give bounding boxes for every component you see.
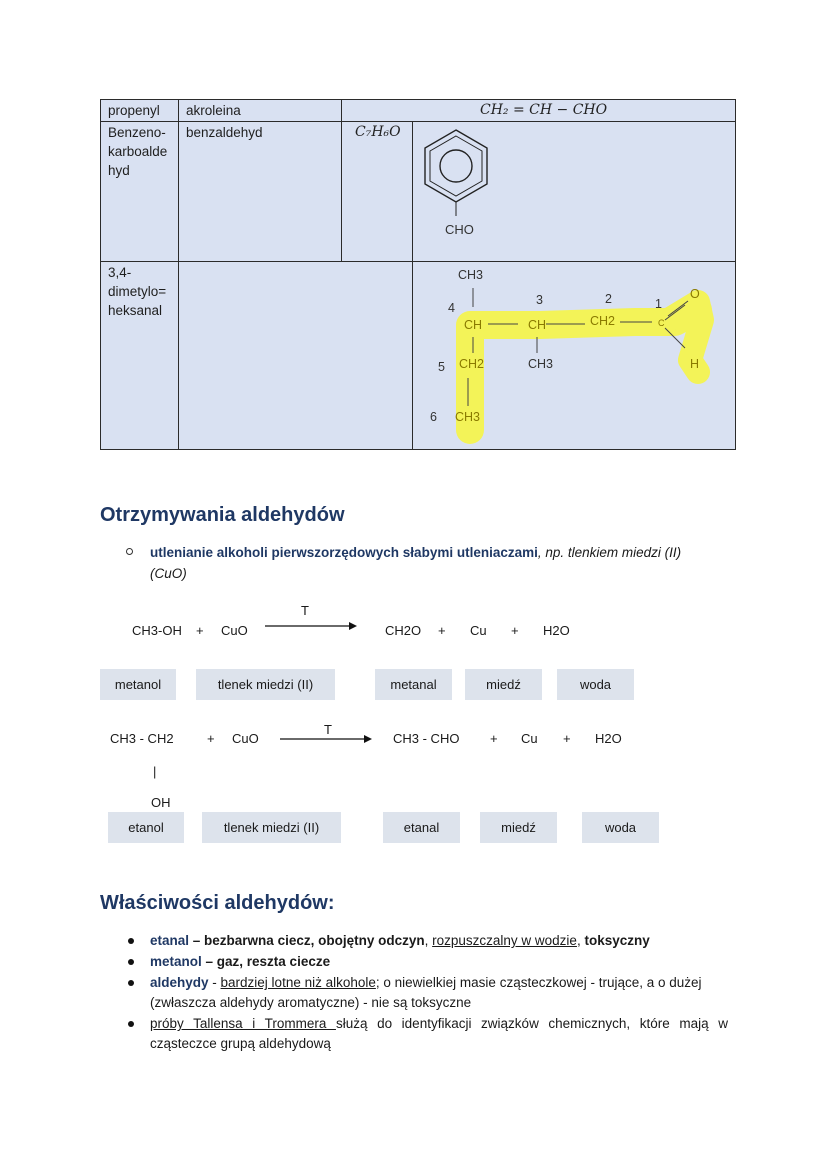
label-metanol: metanol	[100, 669, 176, 700]
label-water-2: woda	[582, 812, 659, 843]
eq2-reactant1: CH3 - CH2	[110, 731, 174, 746]
property-item	[150, 931, 650, 952]
property-bold-text: toksyczny	[584, 933, 650, 948]
property-term: etanal	[150, 933, 190, 948]
atom-hydrogen: H	[690, 357, 700, 371]
eq2-condition: T	[324, 722, 332, 737]
synthesis-description-line2: (CuO)	[150, 566, 187, 581]
atom-c1: C	[658, 318, 665, 328]
property-term: metanol	[150, 954, 202, 969]
row2-formula: C₇H₆O	[355, 124, 401, 140]
label-etanol: etanol	[108, 812, 184, 843]
methyl-top: CH3	[458, 268, 484, 282]
property-item	[150, 1014, 728, 1035]
label-metanal: metanal	[375, 669, 452, 700]
property-dash: –	[189, 933, 205, 948]
aldehyde-group: CHO	[445, 222, 474, 237]
row2-name-line2: karboalde	[108, 144, 168, 159]
eq1-plus2: +	[438, 623, 446, 638]
property-bold-text: bezbarwna ciecz, obojętny odczyn	[204, 933, 425, 948]
label-copper-2: miedź	[480, 812, 557, 843]
bullet-icon	[128, 959, 134, 965]
carbon-number-6: 6	[430, 410, 437, 424]
label-water: woda	[557, 669, 634, 700]
eq1-product3: H2O	[543, 623, 570, 638]
carbon-number-2: 2	[605, 292, 612, 306]
eq1-plus1: +	[196, 623, 204, 638]
row2-name-line1: Benzeno-	[108, 125, 166, 140]
benzene-ring-icon	[418, 126, 494, 216]
property-item	[150, 952, 330, 973]
row1-common-name: akroleina	[186, 103, 241, 118]
eq1-reactant2: CuO	[221, 623, 248, 638]
bullet-icon	[128, 980, 134, 986]
row3-name-line1: 3,4-	[108, 265, 132, 280]
eq2-product1: CH3 - CHO	[393, 731, 460, 746]
eq2-reactant2: CuO	[232, 731, 259, 746]
table-divider	[100, 121, 736, 122]
eq1-product1: CH2O	[385, 623, 422, 638]
methyl-side: CH3	[528, 357, 554, 371]
section-heading-properties: Właściwości aldehydów:	[100, 892, 335, 914]
property-item	[150, 973, 702, 994]
table-divider	[412, 121, 413, 450]
label-copper: miedź	[465, 669, 542, 700]
property-term: aldehydy	[150, 975, 209, 990]
label-copper-oxide: tlenek miedzi (II)	[196, 669, 335, 700]
property-item-line2: (zwłaszcza aldehydy aromatyczne) - nie są toksyczne	[150, 995, 472, 1010]
bullet-icon	[128, 1021, 134, 1027]
eq2-bond: |	[153, 764, 157, 779]
eq2-plus2: +	[490, 731, 498, 746]
property-text: ; o niewielkiej masie cząsteczkowej - trujące, a o dużej	[375, 975, 702, 990]
table-divider	[341, 99, 342, 261]
synthesis-description-rest: , np. tlenkiem miedzi (II)	[537, 545, 682, 560]
eq1-reactant1: CH3-OH	[132, 623, 182, 638]
row2-name-line3: hyd	[108, 163, 130, 178]
atom-ch-c4: CH	[464, 318, 483, 332]
property-item-line2: cząsteczce grupą aldehydową	[150, 1036, 331, 1051]
reaction-arrow-icon	[280, 733, 372, 745]
atom-ch2-c2: CH2	[590, 314, 616, 328]
eq2-hydroxyl: OH	[151, 795, 171, 810]
property-separator: ,	[424, 933, 433, 948]
carbon-number-5: 5	[438, 360, 445, 374]
property-underlined-text: próby Tallensa i Trommera	[150, 1016, 336, 1031]
reaction-arrow-icon	[265, 620, 357, 632]
eq1-condition: T	[301, 603, 309, 618]
section-heading-synthesis: Otrzymywania aldehydów	[100, 504, 345, 526]
table-divider	[178, 99, 179, 450]
row3-name-line3: heksanal	[108, 303, 163, 318]
property-separator: ,	[576, 933, 585, 948]
carbon-number-4: 4	[448, 301, 455, 315]
eq2-product2: Cu	[521, 731, 538, 746]
carbon-number-1: 1	[655, 297, 662, 311]
bond-lines	[440, 280, 730, 450]
row2-common-name: benzaldehyd	[186, 125, 263, 140]
bullet-icon	[128, 938, 134, 944]
property-dash: -	[208, 975, 221, 990]
atom-ch2-c5: CH2	[459, 357, 485, 371]
synthesis-description	[150, 543, 681, 564]
synthesis-description-bold: utlenianie alkoholi pierwszorzędowych słabymi utleniaczami	[150, 545, 538, 560]
property-text: służą do identyfikacji związków chemicznych, które mają w	[335, 1016, 728, 1031]
row3-name-line2: dimetylo=	[108, 284, 167, 299]
table-divider	[100, 261, 736, 262]
property-underlined-text: bardziej lotne niż alkohole	[220, 975, 376, 990]
atom-ch3-c6: CH3	[455, 410, 481, 424]
label-copper-oxide-2: tlenek miedzi (II)	[202, 812, 341, 843]
eq2-plus1: +	[207, 731, 215, 746]
atom-ch-c3: CH	[528, 318, 547, 332]
eq1-product2: Cu	[470, 623, 487, 638]
label-etanal: etanal	[383, 812, 460, 843]
bullet-circle-icon	[126, 548, 133, 555]
row1-name: propenyl	[108, 103, 160, 118]
property-bold-text: gaz, reszta ciecze	[216, 954, 331, 969]
row1-formula: CH₂ = CH − CHO	[480, 102, 608, 118]
eq2-product3: H2O	[595, 731, 622, 746]
eq2-plus3: +	[563, 731, 571, 746]
carbon-number-3: 3	[536, 293, 543, 307]
atom-oxygen: O	[690, 287, 700, 301]
property-underlined-text: rozpuszczalny w wodzie	[432, 933, 577, 948]
property-dash: –	[201, 954, 217, 969]
eq1-plus3: +	[511, 623, 519, 638]
